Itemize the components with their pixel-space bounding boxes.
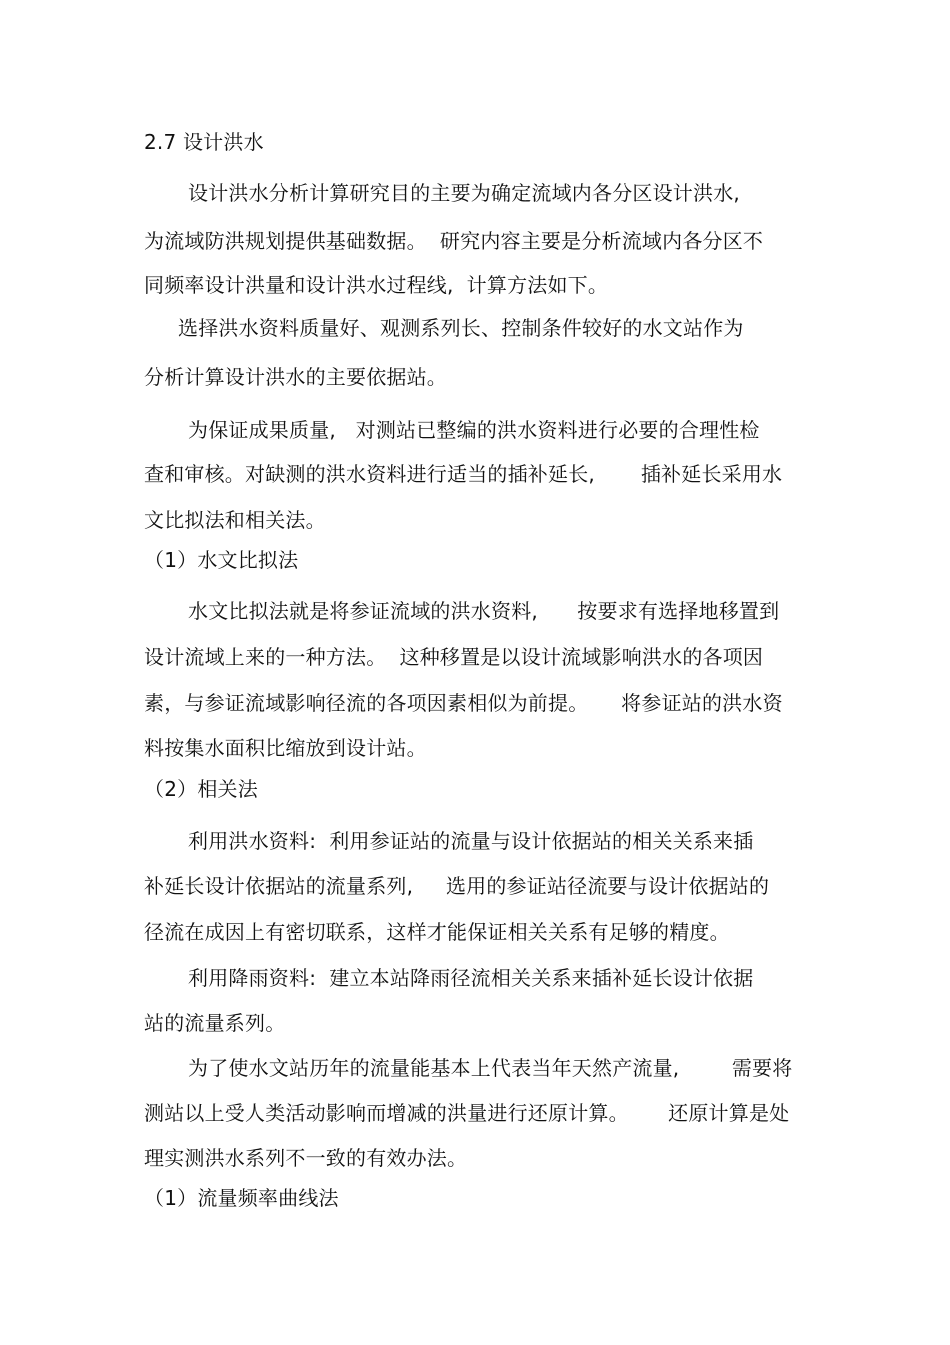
section-title: 2.7 设计洪水 bbox=[144, 130, 264, 154]
subheading: （1）流量频率曲线法 bbox=[144, 1186, 339, 1210]
paragraph-line: 料按集水面积比缩放到设计站。 bbox=[144, 736, 427, 760]
paragraph-line: 同频率设计洪量和设计洪水过程线, 计算方法如下。 bbox=[144, 273, 609, 297]
paragraph-line: 为了使水文站历年的流量能基本上代表当年天然产流量, 需要将 bbox=[188, 1056, 793, 1080]
subheading: （1）水文比拟法 bbox=[144, 548, 299, 572]
paragraph-line: 站的流量系列。 bbox=[144, 1011, 286, 1035]
paragraph-line: 为保证成果质量, 对测站已整编的洪水资料进行必要的合理性检 bbox=[188, 418, 760, 442]
paragraph-line: 选择洪水资料质量好、观测系列长、控制条件较好的水文站作为 bbox=[178, 316, 744, 340]
paragraph-line: 测站以上受人类活动影响而增减的洪量进行还原计算。 还原计算是处 bbox=[144, 1101, 790, 1125]
paragraph-line: 设计洪水分析计算研究目的主要为确定流域内各分区设计洪水, bbox=[188, 181, 740, 205]
paragraph-line: 设计流域上来的一种方法。 这种移置是以设计流域影响洪水的各项因 bbox=[144, 645, 764, 669]
paragraph-line: 利用降雨资料: 建立本站降雨径流相关关系来插补延长设计依据 bbox=[188, 966, 754, 990]
paragraph-line: 素，与参证流域影响径流的各项因素相似为前提。 将参证站的洪水资 bbox=[144, 691, 783, 715]
paragraph-line: 径流在成因上有密切联系，这样才能保证相关关系有足够的精度。 bbox=[144, 920, 730, 944]
paragraph-line: 文比拟法和相关法。 bbox=[144, 508, 326, 532]
paragraph-line: 补延长设计依据站的流量系列, 选用的参证站径流要与设计依据站的 bbox=[144, 874, 770, 898]
subheading: （2）相关法 bbox=[144, 777, 258, 801]
paragraph-line: 理实测洪水系列不一致的有效办法。 bbox=[144, 1146, 468, 1170]
paragraph-line: 利用洪水资料: 利用参证站的流量与设计依据站的相关关系来插 bbox=[188, 829, 754, 853]
paragraph-line: 水文比拟法就是将参证流域的洪水资料, 按要求有选择地移置到 bbox=[188, 599, 780, 623]
paragraph-line: 为流域防洪规划提供基础数据。 研究内容主要是分析流域内各分区不 bbox=[144, 229, 764, 253]
paragraph-line: 查和审核。对缺测的洪水资料进行适当的插补延长, 插补延长采用水 bbox=[144, 462, 783, 486]
paragraph-line: 分析计算设计洪水的主要依据站。 bbox=[144, 365, 447, 389]
